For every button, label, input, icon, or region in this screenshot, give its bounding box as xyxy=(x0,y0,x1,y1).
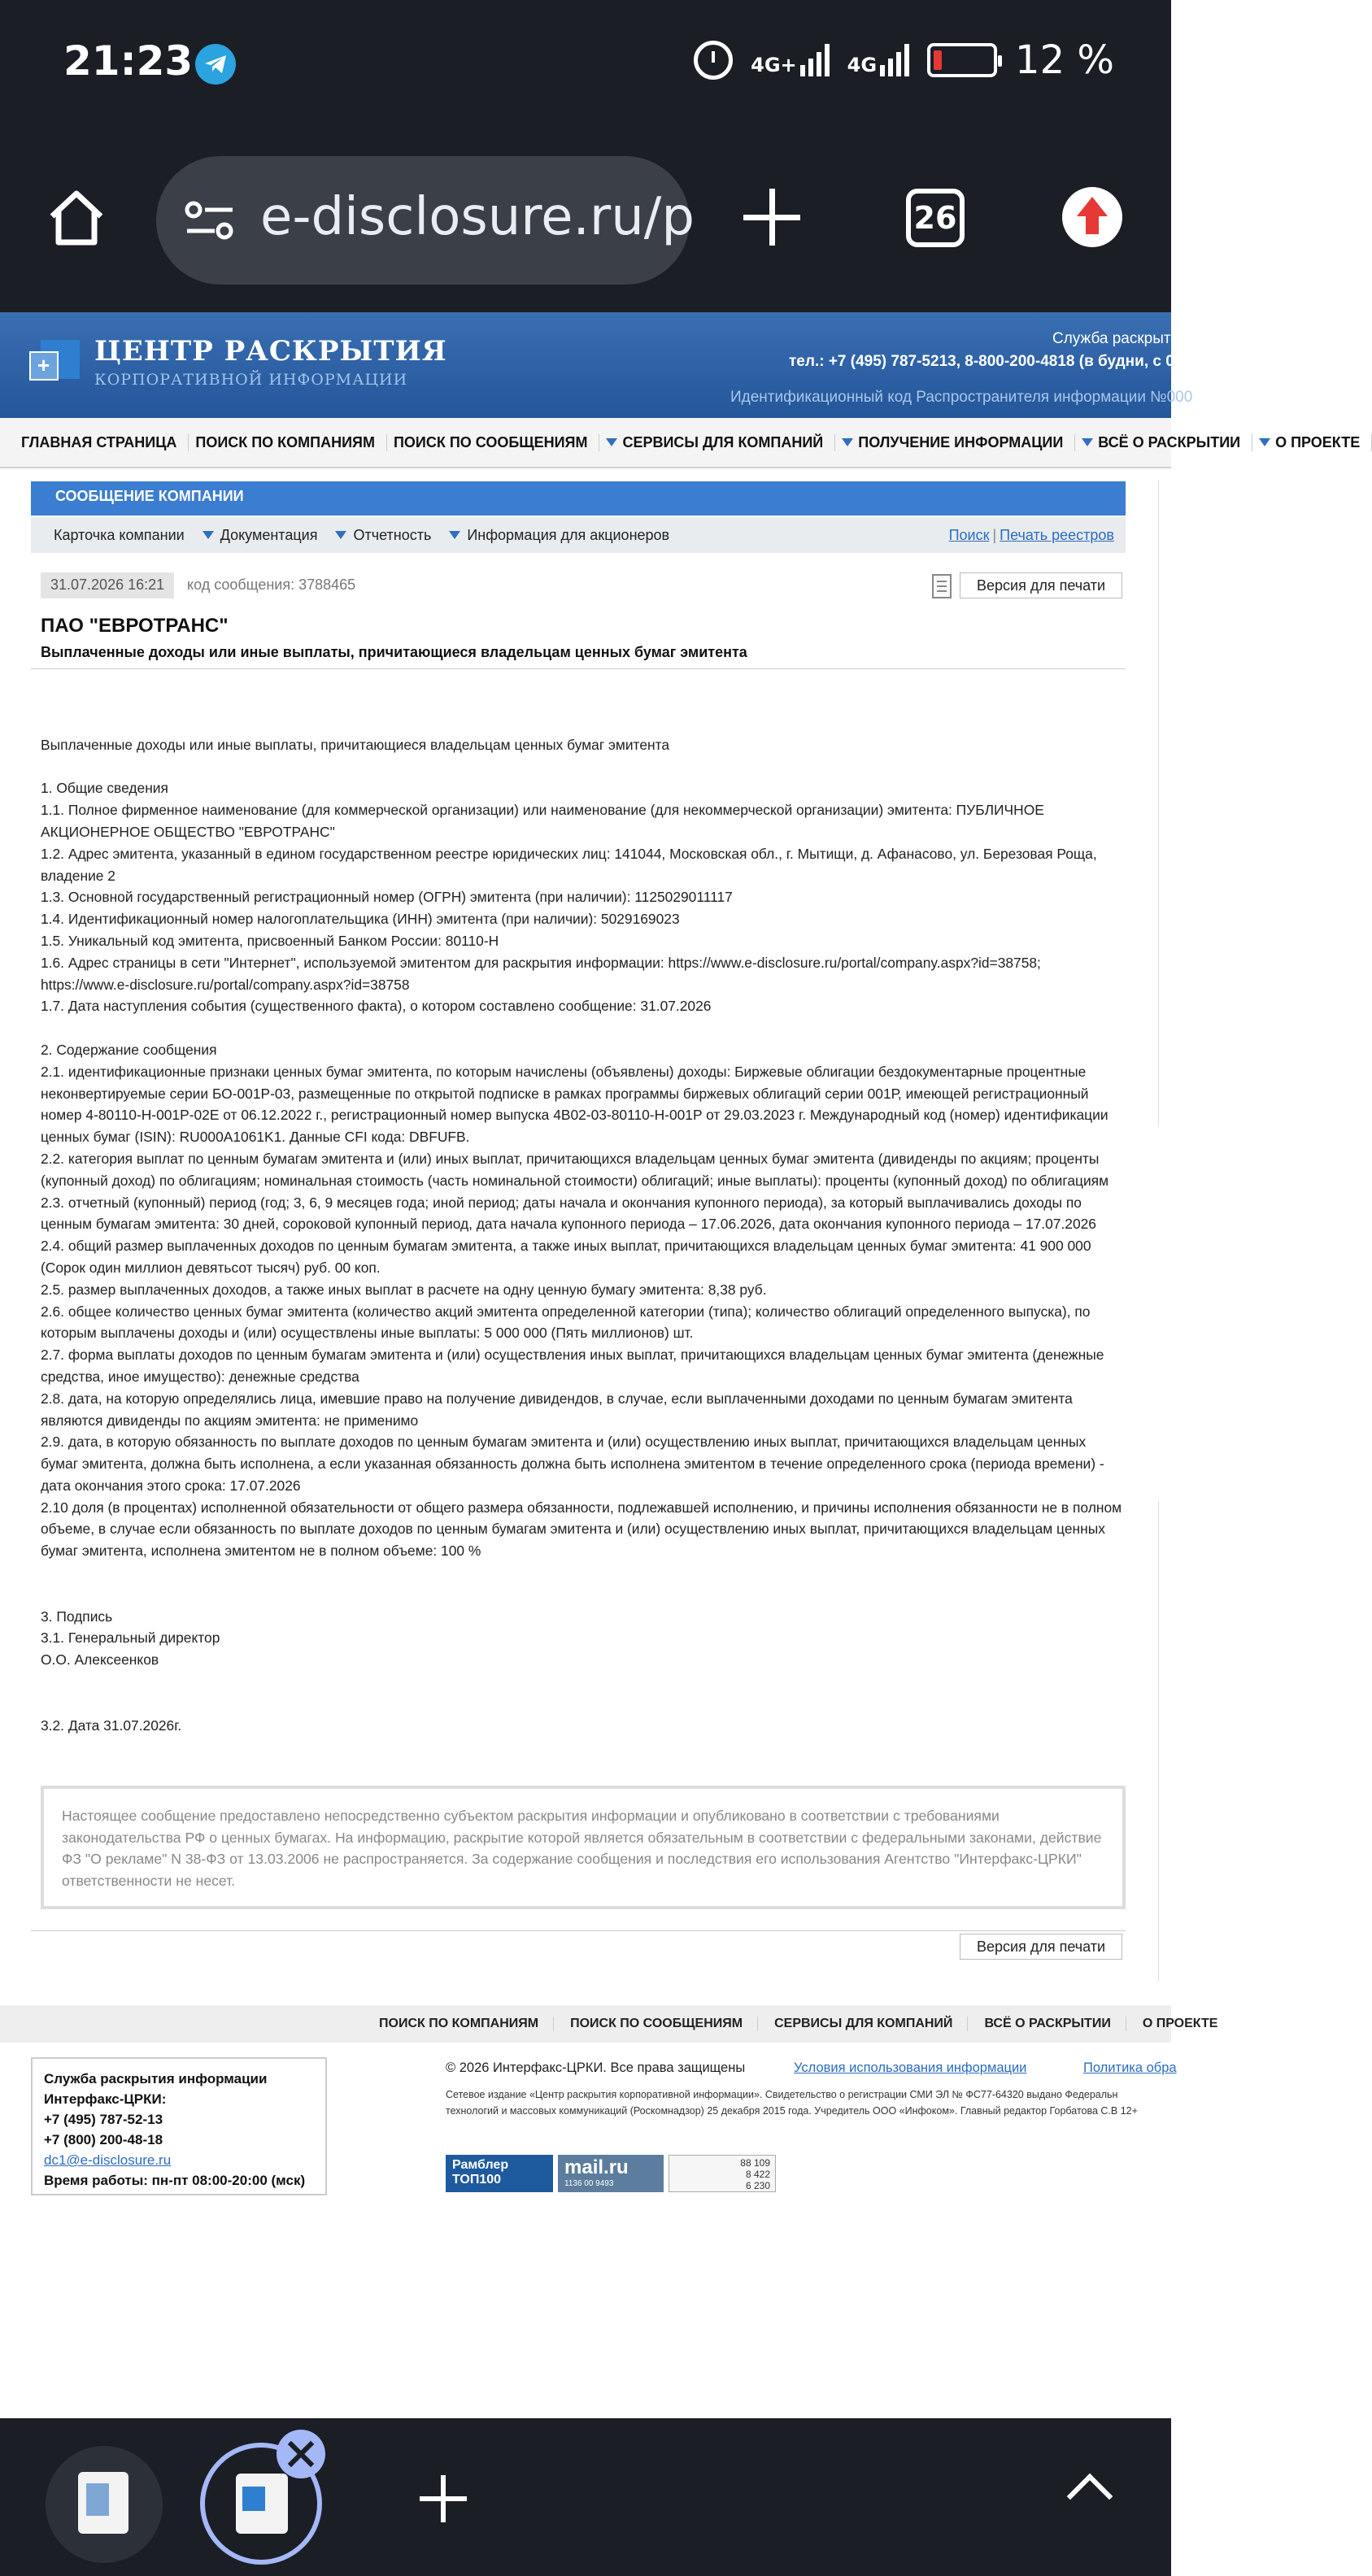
contact-email-link[interactable]: dc1@e-disclosure.ru xyxy=(44,2152,172,2168)
blank-line xyxy=(41,1671,1126,1693)
contact-phone-1: +7 (495) 787-52-13 xyxy=(44,2112,163,2127)
subnav-shareholders[interactable]: Информация для акционеров xyxy=(449,527,669,544)
signal-icon: 4G+ xyxy=(751,44,830,76)
dropdown-arrow-icon xyxy=(335,531,346,539)
print-version-button-bottom[interactable]: Версия для печати xyxy=(960,1934,1122,1960)
blank-line xyxy=(41,1562,1126,1584)
nav-company-search[interactable]: ПОИСК ПО КОМПАНИЯМ xyxy=(190,434,387,451)
blank-line xyxy=(41,1017,1126,1039)
distributor-id: Идентификационный код Распространителя информации №000 xyxy=(730,389,1193,406)
footer-nav-about-disclosure[interactable]: ВСЁ О РАСКРЫТИИ xyxy=(967,2017,1125,2031)
service-label: Служба раскрыт xyxy=(1052,330,1171,347)
body-paragraph: О.О. Алексеенков xyxy=(41,1651,159,1669)
working-hours: Время работы: пн-пт 08:00-20:00 (мск) xyxy=(44,2173,306,2188)
body-paragraph: 2. Содержание сообщения xyxy=(41,1041,217,1058)
legal-notice: Сетевое издание «Центр раскрытия корпоративной информации». Свидетельство о регистрации СМИ ЭЛ № ФС77-64320 выдано Федеральн технологий и массовых коммуникаций (Роскомнадзор) 25 декабря 2015 года. Учредитель ООО «Инфоком». Главный редактор Горбатова С.В 12+ xyxy=(446,2089,1138,2117)
body-paragraph: 3.2. Дата 31.07.2026г. xyxy=(41,1717,182,1734)
logo-title[interactable]: ЦЕНТР РАСКРЫТИЯ xyxy=(94,335,447,368)
blank-line xyxy=(41,756,1126,778)
logo-subtitle: КОРПОРАТИВНОЙ ИНФОРМАЦИИ xyxy=(94,371,408,389)
subnav-company-card[interactable]: Карточка компании xyxy=(54,526,185,543)
main-nav xyxy=(0,418,1361,468)
body-paragraph: 2.6. общее количество ценных бумаг эмитента (количество акций эмитента определенной категории (типа); количество облигаций определенного выпуска), по которым выплачены доходы и (или) осуществлены иные выплаты: 5 000 000 (Пять миллионов) шт. xyxy=(41,1303,1091,1342)
body-paragraph: 3.1. Генеральный директор xyxy=(41,1630,220,1647)
nav-message-search[interactable]: ПОИСК ПО СООБЩЕНИЯМ xyxy=(389,434,600,451)
print-registry-link[interactable]: Печать реестров xyxy=(1000,527,1114,543)
contact-box xyxy=(31,2057,327,2195)
liveinternet-counter[interactable]: 88 109 8 422 6 230 xyxy=(669,2155,776,2192)
company-subnav: Карточка компании Документация Отчетность Информация для акционеров Поиск | Печать реестров xyxy=(31,517,1126,553)
footer-nav-company-search[interactable]: ПОИСК ПО КОМПАНИЯМ xyxy=(379,2017,539,2030)
logo[interactable] xyxy=(29,340,80,390)
body-paragraph: 2.7. форма выплаты доходов по ценным бумагам эмитента и (или) осуществления иных выплат, причитающихся владельцам ценных бумаг эмитента (денежные средства, иное имущество): денежные средства xyxy=(41,1347,1104,1385)
footer-nav-message-search[interactable]: ПОИСК ПО СООБЩЕНИЯМ xyxy=(553,2017,757,2031)
close-tab-icon[interactable] xyxy=(277,2430,325,2478)
signal-icon-2: 4G xyxy=(847,44,909,76)
nav-home[interactable]: ГЛАВНАЯ СТРАНИЦА xyxy=(16,434,189,451)
footer-nav xyxy=(0,2005,1218,2043)
dropdown-arrow-icon xyxy=(1259,438,1270,446)
body-paragraph: 1.7. Дата наступления события (существенного факта), о котором составлено сообщение: 31.07.2026 xyxy=(41,998,712,1015)
divider xyxy=(31,668,1126,669)
disclaimer: Настоящее сообщение предоставлено непосредственно субъектом раскрытия информации и опубликовано в соответствии с требованиями законодательства РФ о ценных бумагах. На информацию, раскрытие которой является обязательным в соответствии с федеральными законами, действие ФЗ "О рекламе" N 38-ФЗ от 13.03.2006 не распространяется. За содержание сообщения и последствия его использования Агентство "Интерфакс-ЦРКИ" ответственности не несет. xyxy=(41,1786,1126,1909)
body-paragraph: Выплаченные доходы или иные выплаты, причитающиеся владельцам ценных бумаг эмитента xyxy=(41,736,670,753)
new-tab-icon[interactable] xyxy=(743,189,800,246)
battery-icon xyxy=(927,43,997,77)
alarm-icon xyxy=(694,41,733,80)
site-header xyxy=(0,312,1196,418)
tab-switcher-button[interactable]: 26 xyxy=(906,189,965,247)
tab-thumbnail[interactable] xyxy=(46,2446,163,2563)
clock: 21:23 xyxy=(63,37,194,85)
right-column-edge xyxy=(1158,480,1159,1127)
header-phone: тел.: +7 (495) 787-5213, 8-800-200-4818 (в будни, с 08.0 xyxy=(789,353,1196,370)
bottom-tab-bar xyxy=(0,2418,1171,2576)
message-subject: Выплаченные доходы или иные выплаты, причитающиеся владельцам ценных бумаг эмитента xyxy=(41,644,747,660)
contact-phone-2: +7 (800) 200-48-18 xyxy=(44,2132,163,2147)
nav-about-disclosure[interactable]: ВСЁ О РАСКРЫТИИ xyxy=(1077,434,1252,451)
telegram-icon xyxy=(195,44,236,85)
body-paragraph: 1.6. Адрес страницы в сети "Интернет", используемой эмитентом для раскрытия информации: https://www.e-disclosure.ru/portal/company.aspx?id=38758; https://www.e-disclosure.ru/portal/company.aspx?id=38758 xyxy=(41,954,1041,993)
message-body xyxy=(41,712,1126,1736)
dropdown-arrow-icon xyxy=(606,438,617,446)
print-version-button[interactable]: Версия для печати xyxy=(960,572,1122,598)
battery-percent: 12 % xyxy=(1015,37,1114,83)
blank-line xyxy=(41,712,1126,734)
contact-title: Служба раскрытия информации Интерфакс-ЦРКИ: xyxy=(44,2071,268,2107)
body-paragraph: 2.8. дата, на которую определялись лица, имевшие право на получение дивидендов, в случае, если выплаченными доходами по ценным бумагам эмитента являются дивиденды по акциям эмитента: не применимо xyxy=(41,1390,1073,1429)
body-paragraph: 3. Подпись xyxy=(41,1608,113,1625)
status-bar xyxy=(0,0,1171,130)
search-link[interactable]: Поиск xyxy=(948,527,990,543)
dropdown-arrow-icon xyxy=(842,438,853,446)
policy-link[interactable]: Политика обра xyxy=(1083,2060,1177,2075)
nav-services[interactable]: СЕРВИСЫ ДЛЯ КОМПАНИЙ xyxy=(601,434,835,451)
body-paragraph: 2.10 доля (в процентах) исполненной обязательности от общего размера обязанности, подлежавшей исполнению, и причины исполнения обязанности не в полном объеме, в случае если обязанность по выплате доходов по ценным бумагам эмитента и (или) осуществлению иных выплат, причитающихся владельцам ценных бумаг эмитента, исполнена эмитентом не в полном объеме: 100 % xyxy=(41,1499,1122,1560)
blank-line xyxy=(41,1584,1126,1606)
add-tab-icon[interactable] xyxy=(420,2475,467,2522)
dropdown-arrow-icon xyxy=(203,531,214,539)
address-bar[interactable] xyxy=(156,156,695,285)
blank-line xyxy=(41,1693,1126,1715)
message-date: 31.07.2026 16:21 xyxy=(41,572,174,598)
body-paragraph: 2.9. дата, в которую обязанность по выплате доходов по ценным бумагам эмитента и (или) осуществлению иных выплат, причитающихся владельцам ценных бумаг эмитента, должна быть исполнена, а если указанная обязанность должна быть исполнена эмитентом в течение определенного срока (периода времени) - дата окончания этого срока: 17.07.2026 xyxy=(41,1434,1104,1494)
browser-toolbar xyxy=(0,130,1171,312)
nav-about-project[interactable]: О ПРОЕКТЕ xyxy=(1254,434,1372,451)
copyright: © 2026 Интерфакс-ЦРКИ. Все права защищены xyxy=(446,2060,746,2075)
update-icon[interactable] xyxy=(1062,187,1122,247)
body-paragraph: 2.2. категория выплат по ценным бумагам эмитента и (или) иных выплат, причитающихся владельцам ценных бумаг эмитента (дивиденды по акциям; проценты (купонный доход) по облигациям; номинальная стоимость (часть номинальной стоимости) облигаций; иные выплаты): проценты (купонный доход) по облигациям xyxy=(41,1150,1109,1189)
footer-nav-about-project[interactable]: О ПРОЕКТЕ xyxy=(1126,2017,1233,2031)
home-icon[interactable] xyxy=(46,187,107,253)
right-column-edge xyxy=(1158,1501,1159,1981)
mailru-counter[interactable]: mail.ru 1136 00 9493 xyxy=(558,2155,664,2192)
body-paragraph: 2.5. размер выплаченных доходов, а также иных выплат в расчете на одну ценную бумагу эмитента: 8,38 руб. xyxy=(41,1281,767,1298)
message-bar-title: СООБЩЕНИЕ КОМПАНИИ xyxy=(31,481,1126,516)
body-paragraph: 1.5. Уникальный код эмитента, присвоенный Банком России: 80110-H xyxy=(41,932,499,949)
footer-nav-services[interactable]: СЕРВИСЫ ДЛЯ КОМПАНИЙ xyxy=(757,2017,967,2031)
site-settings-icon[interactable] xyxy=(184,200,236,245)
terms-link[interactable]: Условия использования информации xyxy=(794,2060,1027,2075)
company-name: ПАО "ЕВРОТРАНС" xyxy=(41,615,229,637)
chevron-up-icon[interactable] xyxy=(1067,2474,1113,2520)
dropdown-arrow-icon xyxy=(1082,438,1093,446)
counters xyxy=(446,2155,776,2192)
rambler-counter[interactable]: Рамблер ТОП100 xyxy=(446,2155,553,2192)
body-paragraph: 1.1. Полное фирменное наименование (для коммерческой организации) или наименование (для некоммерческой организации) эмитента: ПУБЛИЧНОЕ АКЦИОНЕРНОЕ ОБЩЕСТВО "ЕВРОТРАНС" xyxy=(41,802,1044,840)
body-paragraph: 2.4. общий размер выплаченных доходов по ценным бумагам эмитента, а также иных выплат, причитающихся владельцам ценных бумаг эмитента: 41 900 000 (Сорок один миллион девятьсот тысяч) руб. 00 коп. xyxy=(41,1238,1091,1276)
body-paragraph: 2.3. отчетный (купонный) период (год; 3, 6, 9 месяцев года; иной период; даты начала и окончания купонного периода), за который выплачивались доходы по ценным бумагам эмитента: 30 дней, сороковой купонный период, дата начала купонного периода – 17.06.2026, дата окончания купонного периода – 17.07.2026 xyxy=(41,1194,1096,1233)
body-paragraph: 1. Общие сведения xyxy=(41,780,168,797)
divider xyxy=(31,1930,1126,1931)
subnav-documents[interactable]: Документация xyxy=(203,527,318,544)
message-code: код сообщения: 3788465 xyxy=(187,577,356,593)
dropdown-arrow-icon xyxy=(449,531,460,539)
subnav-reports[interactable]: Отчетность xyxy=(335,527,431,544)
body-paragraph: 2.1. идентификационные признаки ценных бумаг эмитента, по которым начислены (объявлены) доходы: Биржевые облигации бездокументарные процентные неконвертируемые серии БО-001Р-03, размещенные по открытой подписке в рамках программы биржевых облигаций серии 001Р, имеющей регистрационный номер 4-80110-H-001P-02E от 06.12.2022 г., регистрационный номер выпуска 4B02-03-80110-H-001P от 29.03.2023 г. Международный код (номер) идентификации ценных бумаг (ISIN): RU000A1061K1. Данные CFI кода: DBFUFB. xyxy=(41,1063,1108,1146)
body-paragraph: 1.2. Адрес эмитента, указанный в едином государственном реестре юридических лиц: 141044, Московская обл., г. Мытищи, д. Афанасово, ул. Березовая Роща, владение 2 xyxy=(41,845,1097,884)
body-paragraph: 1.3. Основной государственный регистрационный номер (ОГРН) эмитента (при наличии): 1125029011117 xyxy=(41,889,733,906)
print-icon[interactable] xyxy=(932,574,952,598)
body-paragraph: 1.4. Идентификационный номер налогоплательщика (ИНН) эмитента (при наличии): 5029169023 xyxy=(41,911,680,928)
nav-get-info[interactable]: ПОЛУЧЕНИЕ ИНФОРМАЦИИ xyxy=(837,434,1075,451)
url-text: e-disclosure.ru/p xyxy=(260,187,695,247)
footer xyxy=(0,2043,1177,2197)
